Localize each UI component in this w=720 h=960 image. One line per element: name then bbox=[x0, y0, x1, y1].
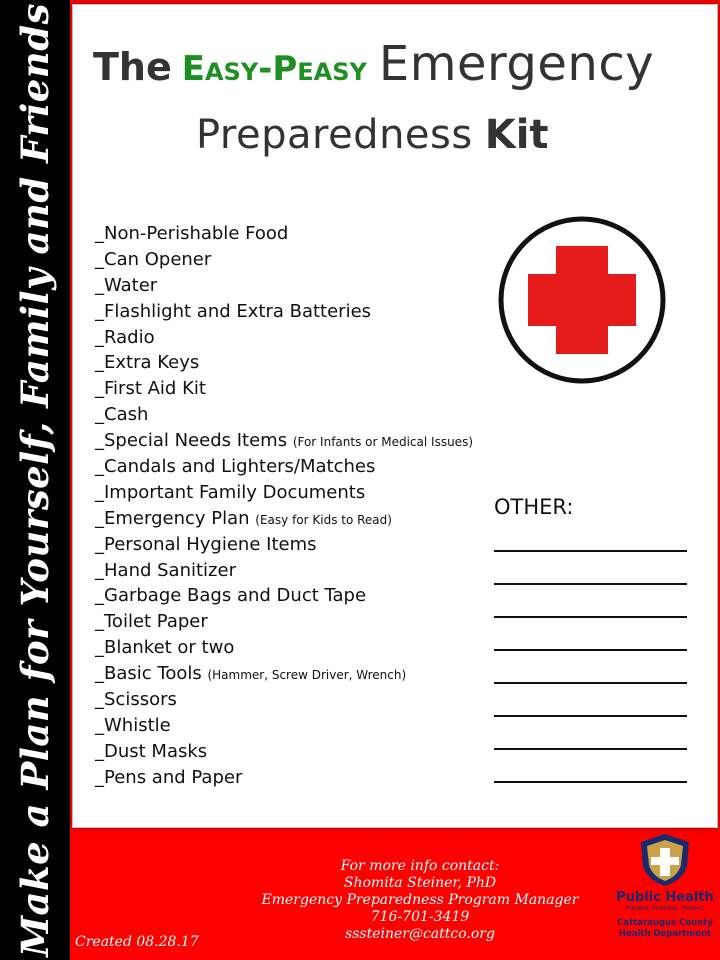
checklist-item bbox=[95, 532, 473, 558]
checklist-item bbox=[95, 583, 473, 609]
checklist-item-label: _Blanket or two bbox=[95, 637, 235, 659]
other-blank-line bbox=[494, 748, 687, 750]
checklist-item-note: (For Infants or Medical Issues) bbox=[292, 435, 473, 450]
checklist-item-label: _Basic Tools bbox=[95, 663, 202, 685]
red-cross-circle-icon bbox=[498, 216, 666, 384]
other-label: OTHER: bbox=[494, 495, 574, 519]
title-line-2 bbox=[196, 112, 549, 158]
other-blank-line bbox=[494, 649, 687, 651]
checklist-item-label: _Garbage Bags and Duct Tape bbox=[95, 585, 367, 607]
public-health-logo bbox=[613, 830, 717, 952]
checklist-item bbox=[95, 635, 473, 661]
checklist-item bbox=[95, 247, 473, 273]
checklist-item bbox=[95, 428, 473, 454]
other-blank-line bbox=[494, 616, 687, 618]
contact-info bbox=[200, 858, 640, 943]
other-blank-line bbox=[494, 715, 687, 717]
checklist-item bbox=[95, 221, 473, 247]
checklist-item bbox=[95, 687, 473, 713]
checklist-item-label: _Personal Hygiene Items bbox=[95, 533, 317, 555]
checklist-item-label: _Important Family Documents bbox=[95, 481, 366, 503]
other-blank-line bbox=[494, 550, 687, 552]
checklist-item bbox=[95, 506, 473, 532]
checklist-item-label: _Non-Perishable Food bbox=[95, 223, 289, 244]
contact-phone: 716-701-3419 bbox=[370, 909, 470, 925]
checklist-item-note: (Hammer, Screw Driver, Wrench) bbox=[207, 668, 407, 683]
title-easy-peasy: Easy-Peasy bbox=[181, 49, 367, 89]
checklist-item bbox=[95, 739, 473, 765]
logo-tagline: Prevent. Promote. Protect. bbox=[625, 905, 705, 912]
checklist-item bbox=[95, 325, 473, 351]
public-health-shield-icon bbox=[637, 832, 693, 888]
checklist-item-label: _Hand Sanitizer bbox=[95, 559, 236, 581]
logo-public-health: Public Health bbox=[616, 890, 714, 905]
checklist-item-label: _Special Needs Items bbox=[95, 430, 288, 452]
checklist-item-note: (Easy for Kids to Read) bbox=[255, 512, 392, 527]
side-banner-text: Make a Plan for Yourself, Family and Friends bbox=[13, 3, 57, 957]
checklist-item bbox=[95, 713, 473, 739]
checklist-item-label: _Can Opener bbox=[95, 248, 212, 270]
checklist-item-label: _Candals and Lighters/Matches bbox=[95, 456, 376, 478]
checklist-item bbox=[95, 765, 473, 791]
checklist-item bbox=[95, 454, 473, 480]
checklist-item-label: _Flashlight and Extra Batteries bbox=[95, 300, 372, 322]
checklist-item bbox=[95, 558, 473, 584]
title-the: The bbox=[93, 45, 172, 89]
logo-county: Cattaraugus County bbox=[617, 918, 713, 928]
checklist-item bbox=[95, 350, 473, 376]
checklist-item-label: _Whistle bbox=[95, 714, 171, 736]
checklist-item-label: _Cash bbox=[95, 404, 149, 426]
checklist-item bbox=[95, 609, 473, 635]
other-blank-line bbox=[494, 583, 687, 585]
checklist-item bbox=[95, 480, 473, 506]
other-blank-line bbox=[494, 781, 687, 783]
checklist-item bbox=[95, 273, 473, 299]
title-kit: Kit bbox=[484, 112, 549, 158]
contact-role: Emergency Preparedness Program Manager bbox=[261, 892, 579, 908]
title-preparedness: Preparedness bbox=[196, 112, 473, 158]
checklist-item-label: _Radio bbox=[95, 326, 155, 348]
checklist-item-label: _Toilet Paper bbox=[95, 611, 208, 633]
checklist-item-label: _First Aid Kit bbox=[95, 378, 206, 400]
contact-name: Shomita Steiner, PhD bbox=[343, 875, 497, 891]
supply-checklist bbox=[95, 221, 473, 791]
logo-department: Health Department bbox=[618, 929, 712, 939]
contact-email: sssteiner@cattco.org bbox=[345, 926, 495, 942]
side-banner bbox=[0, 0, 70, 960]
created-date: Created 08.28.17 bbox=[75, 934, 199, 950]
checklist-item-label: _Extra Keys bbox=[95, 352, 200, 374]
checklist-item-label: _Dust Masks bbox=[95, 740, 208, 762]
checklist-item-label: _Scissors bbox=[95, 689, 177, 711]
checklist-item-label: _Emergency Plan bbox=[95, 507, 250, 529]
checklist-item-label: _Pens and Paper bbox=[95, 766, 243, 788]
title-line-1 bbox=[93, 36, 654, 106]
checklist-item bbox=[95, 402, 473, 428]
checklist-item bbox=[95, 299, 473, 325]
other-blank-line bbox=[494, 682, 687, 684]
cross-horizontal-bar bbox=[528, 274, 636, 326]
checklist-item bbox=[95, 661, 473, 687]
title-emergency: Emergency bbox=[378, 36, 655, 92]
contact-heading: For more info contact: bbox=[340, 858, 500, 874]
checklist-item-label: _Water bbox=[95, 274, 158, 296]
checklist-item bbox=[95, 376, 473, 402]
